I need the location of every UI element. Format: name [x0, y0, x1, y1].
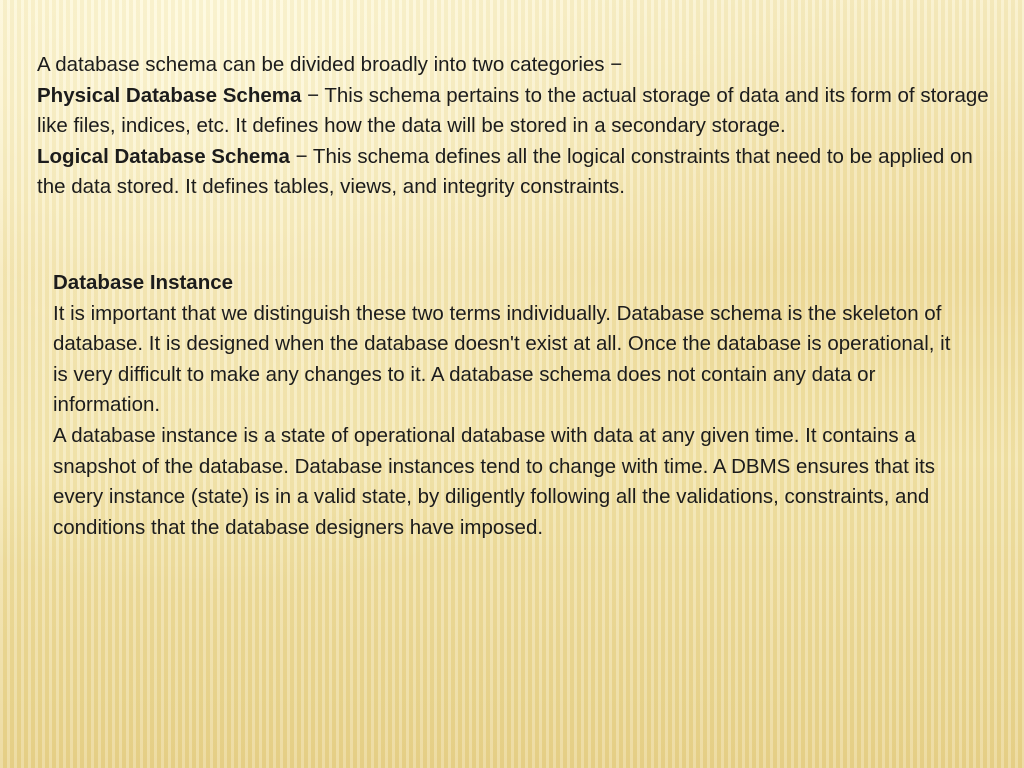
- schema-categories-block: [37, 50, 997, 203]
- physical-schema-term: Physical Database Schema: [37, 83, 302, 107]
- physical-schema-text: − This schema pertains to the actual storage of data and its form of storage like files, indices, etc. It defines how the data will be stored in a secondary storage.: [37, 83, 989, 138]
- database-instance-block: [53, 268, 953, 543]
- logical-schema-term: Logical Database Schema: [37, 144, 290, 168]
- logical-schema-paragraph: [37, 142, 997, 203]
- schema-intro: A database schema can be divided broadly into two categories −: [37, 53, 623, 76]
- instance-paragraph-2: A database instance is a state of operational database with data at any given time. It contains a snapshot of the database. Database instances tend to change with time. A DBMS ensures that its every instance (state) is in a valid state, by diligently following all the validations, constraints, and conditions that the database designers have imposed.: [53, 423, 936, 539]
- logical-schema-text: − This schema defines all the logical constraints that need to be applied on the data stored. It defines tables, views, and integrity constraints.: [37, 144, 973, 199]
- physical-schema-paragraph: [37, 81, 997, 142]
- database-instance-heading: Database Instance: [53, 271, 234, 294]
- instance-paragraph-1: It is important that we distinguish these two terms individually. Database schema is the skeleton of database. It is designed when the database doesn't exist at all. Once the database is operational, it is very difficult to make any changes to it. A database schema does not contain any data or information.: [53, 301, 951, 417]
